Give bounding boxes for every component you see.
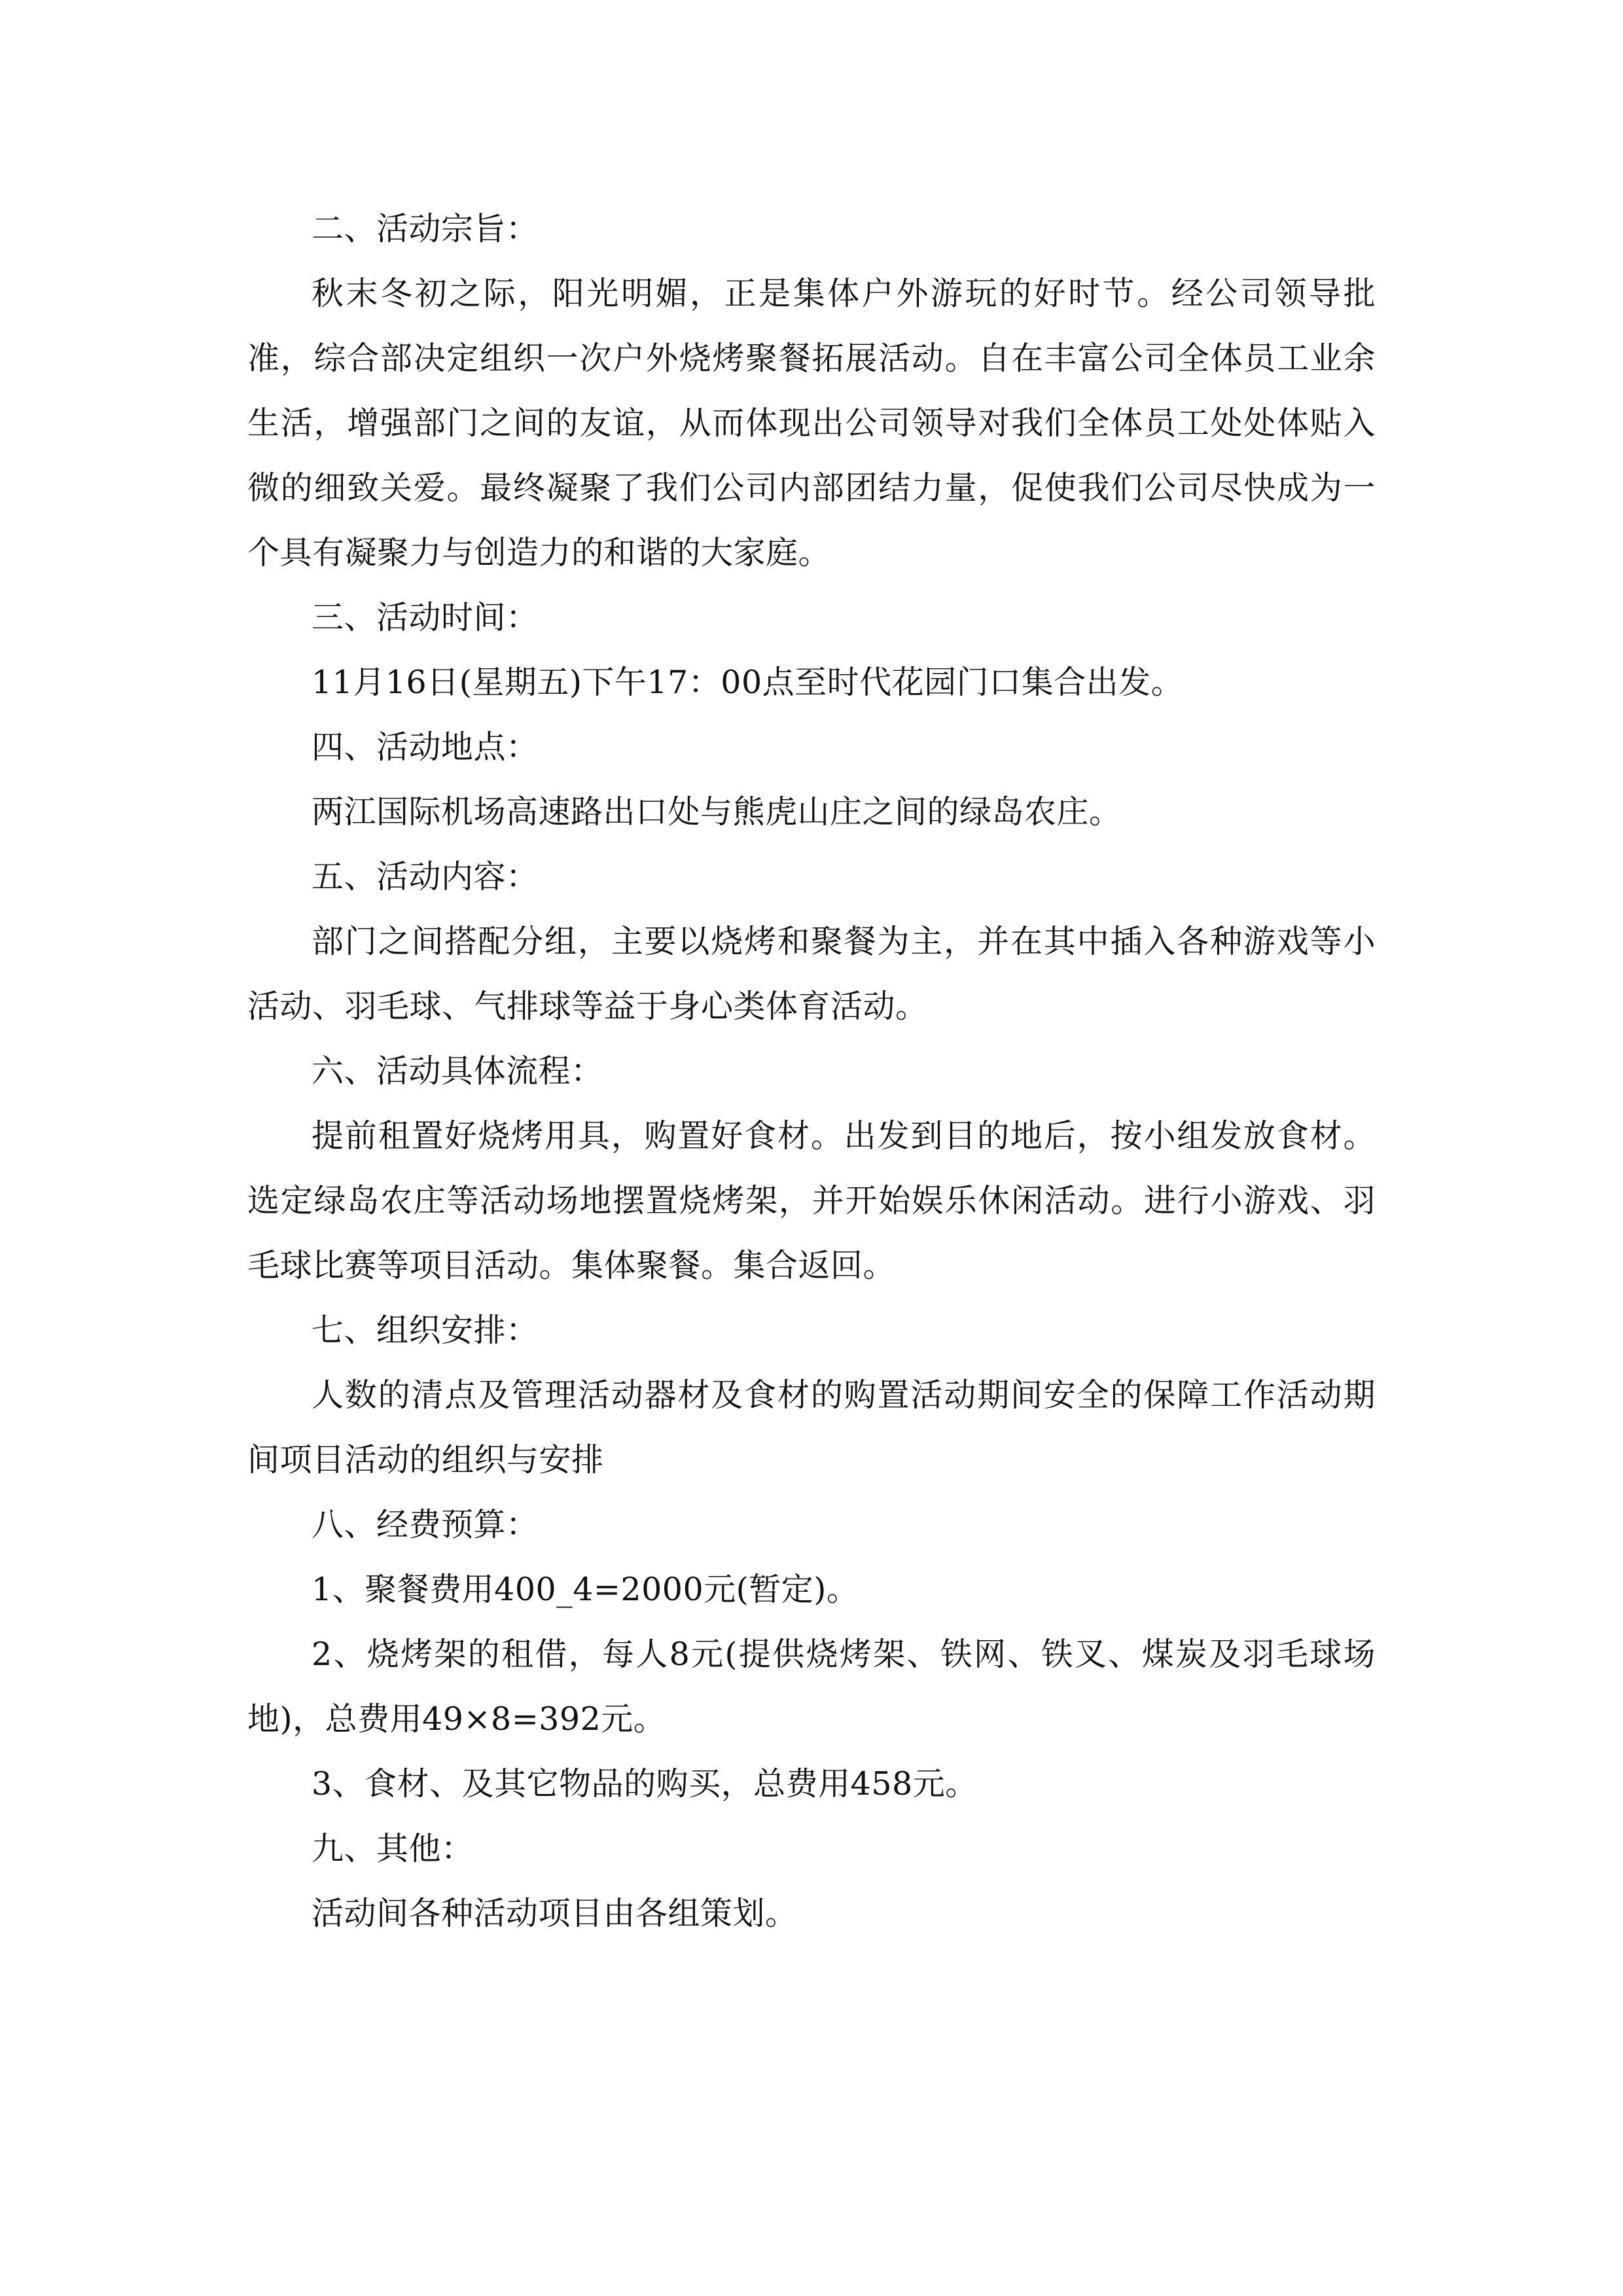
section-heading-process: 六、活动具体流程： xyxy=(312,1052,603,1090)
paragraph-location: 两江国际机场高速路出口处与熊虎山庄之间的绿岛农庄。 xyxy=(312,793,1122,831)
budget-item-2: 2、烧烤架的租借，每人8元(提供烧烤架、铁网、铁叉、煤炭及羽毛球场地)，总费用49×8=392元。 xyxy=(247,1636,1376,1738)
paragraph-process: 提前租置好烧烤用具，购置好食材。出发到目的地后，按小组发放食材。选定绿岛农庄等活动场地摆置烧烤架，并开始娱乐休闲活动。进行小游戏、羽毛球比赛等项目活动。集体聚餐。集合返回。 xyxy=(247,1117,1376,1284)
section-heading-purpose: 二、活动宗旨： xyxy=(312,210,539,247)
budget-item-3: 3、食材、及其它物品的购买，总费用458元。 xyxy=(312,1765,978,1803)
paragraph-time: 11月16日(星期五)下午17：00点至时代花园门口集合出发。 xyxy=(312,664,1184,701)
section-heading-location: 四、活动地点： xyxy=(312,728,539,766)
section-heading-budget: 八、经费预算： xyxy=(312,1506,539,1543)
section-heading-content: 五、活动内容： xyxy=(312,858,539,895)
paragraph-purpose: 秋末冬初之际，阳光明媚，正是集体户外游玩的好时节。经公司领导批准，综合部决定组织一次户外烧烤聚餐拓展活动。自在丰富公司全体员工业余生活，增强部门之间的友谊，从而体现出公司领导对我们全体员工处处体贴入微的细致关爱。最终凝聚了我们公司内部团结力量，促使我们公司尽快成为一个具有凝聚力与创造力的和谐的大家庭。 xyxy=(247,275,1376,571)
paragraph-organization: 人数的清点及管理活动器材及食材的购置活动期间安全的保障工作活动期间项目活动的组织与安排 xyxy=(247,1376,1376,1479)
budget-item-1: 1、聚餐费用400_4=2000元(暂定)。 xyxy=(312,1571,859,1608)
document-body xyxy=(247,196,1376,1946)
section-heading-time: 三、活动时间： xyxy=(312,599,539,636)
paragraph-other: 活动间各种活动项目由各组策划。 xyxy=(312,1895,798,1932)
section-heading-other: 九、其他： xyxy=(312,1830,474,1867)
section-heading-organization: 七、组织安排： xyxy=(312,1312,539,1349)
paragraph-content: 部门之间搭配分组，主要以烧烤和聚餐为主，并在其中插入各种游戏等小活动、羽毛球、气排球等益于身心类体育活动。 xyxy=(247,923,1376,1025)
